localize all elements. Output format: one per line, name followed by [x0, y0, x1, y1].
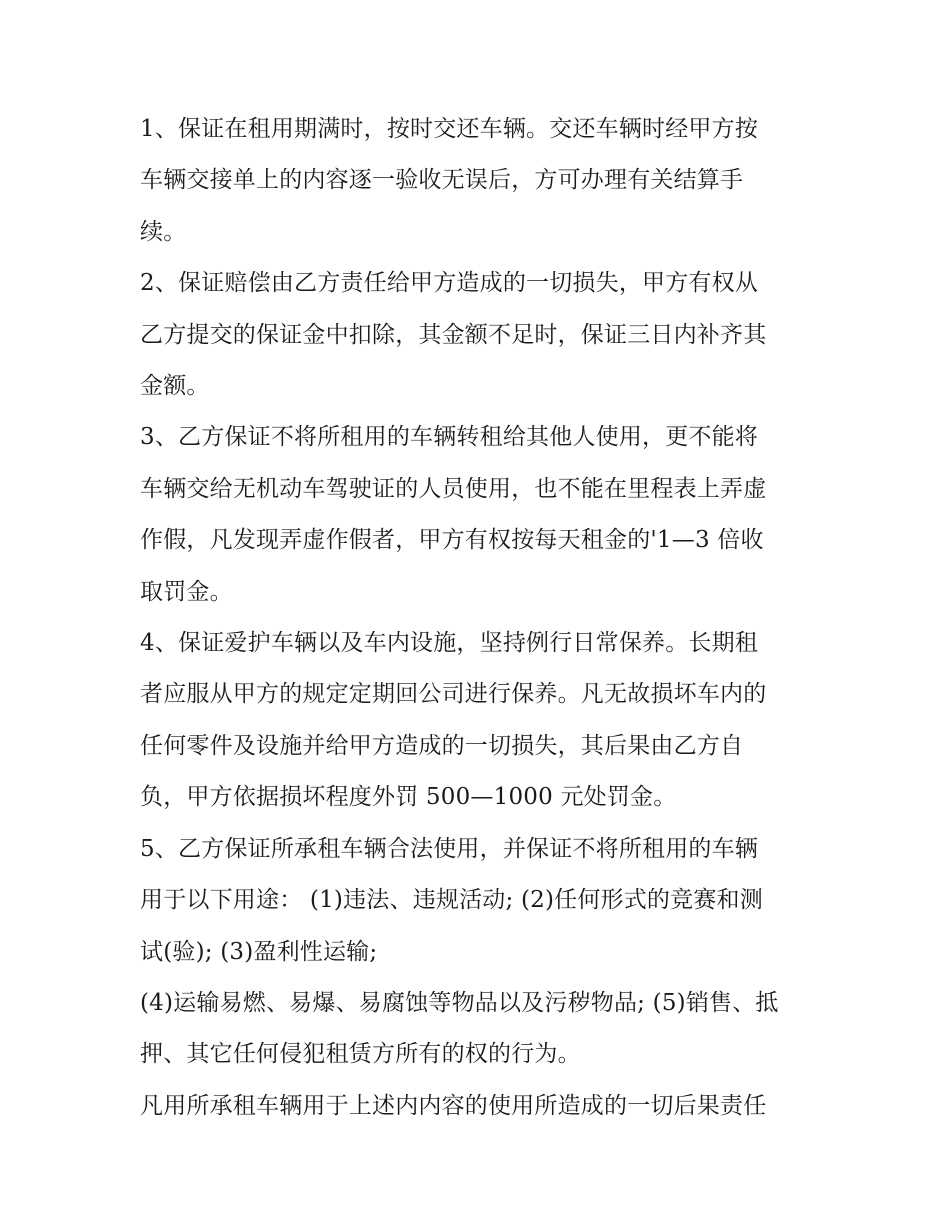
text-line: 取罚金。 — [140, 578, 233, 605]
text-line: 4、保证爱护车辆以及车内设施，坚持例行日常保养。长期租 — [140, 630, 759, 657]
text-line: 负，甲方依据损坏程度外罚 500—1000 元处罚金。 — [140, 784, 677, 811]
text-line: 用于以下用途： (1)违法、违规活动; (2)任何形式的竞赛和测 — [140, 887, 763, 914]
text-line: 车辆交接单上的内容逐一验收无误后，方可办理有关结算手 — [140, 167, 744, 194]
text-line: 凡用所承租车辆用于上述内内容的使用所造成的一切后果责任 — [140, 1092, 767, 1119]
text-line: 任何零件及设施并给甲方造成的一切损失，其后果由乙方自 — [140, 732, 744, 759]
text-line: 作假，凡发现弄虚作假者，甲方有权按每天租金的'1—3 倍收 — [140, 527, 764, 554]
text-line: 乙方提交的保证金中扣除，其金额不足时，保证三日内补齐其 — [140, 321, 767, 348]
text-line: 5、乙方保证所承租车辆合法使用，并保证不将所租用的车辆 — [140, 835, 759, 862]
document-body — [140, 104, 820, 1132]
text-line: 金额。 — [140, 373, 210, 400]
text-line: 者应服从甲方的规定定期回公司进行保养。凡无故损坏车内的 — [140, 681, 767, 708]
text-line: 续。 — [140, 218, 187, 245]
text-line: 试(验); (3)盈利性运输; — [140, 938, 378, 965]
text-line: (4)运输易燃、易爆、易腐蚀等物品以及污秽物品; (5)销售、抵 — [140, 989, 779, 1016]
text-line: 押、其它任何侵犯租赁方所有的权的行为。 — [140, 1041, 581, 1068]
text-line: 1、保证在租用期满时，按时交还车辆。交还车辆时经甲方按 — [140, 116, 759, 142]
text-line: 3、乙方保证不将所租用的车辆转租给其他人使用，更不能将 — [140, 424, 759, 451]
text-line: 2、保证赔偿由乙方责任给甲方造成的一切损失，甲方有权从 — [140, 270, 759, 297]
text-line: 车辆交给无机动车驾驶证的人员使用，也不能在里程表上弄虚 — [140, 475, 767, 502]
